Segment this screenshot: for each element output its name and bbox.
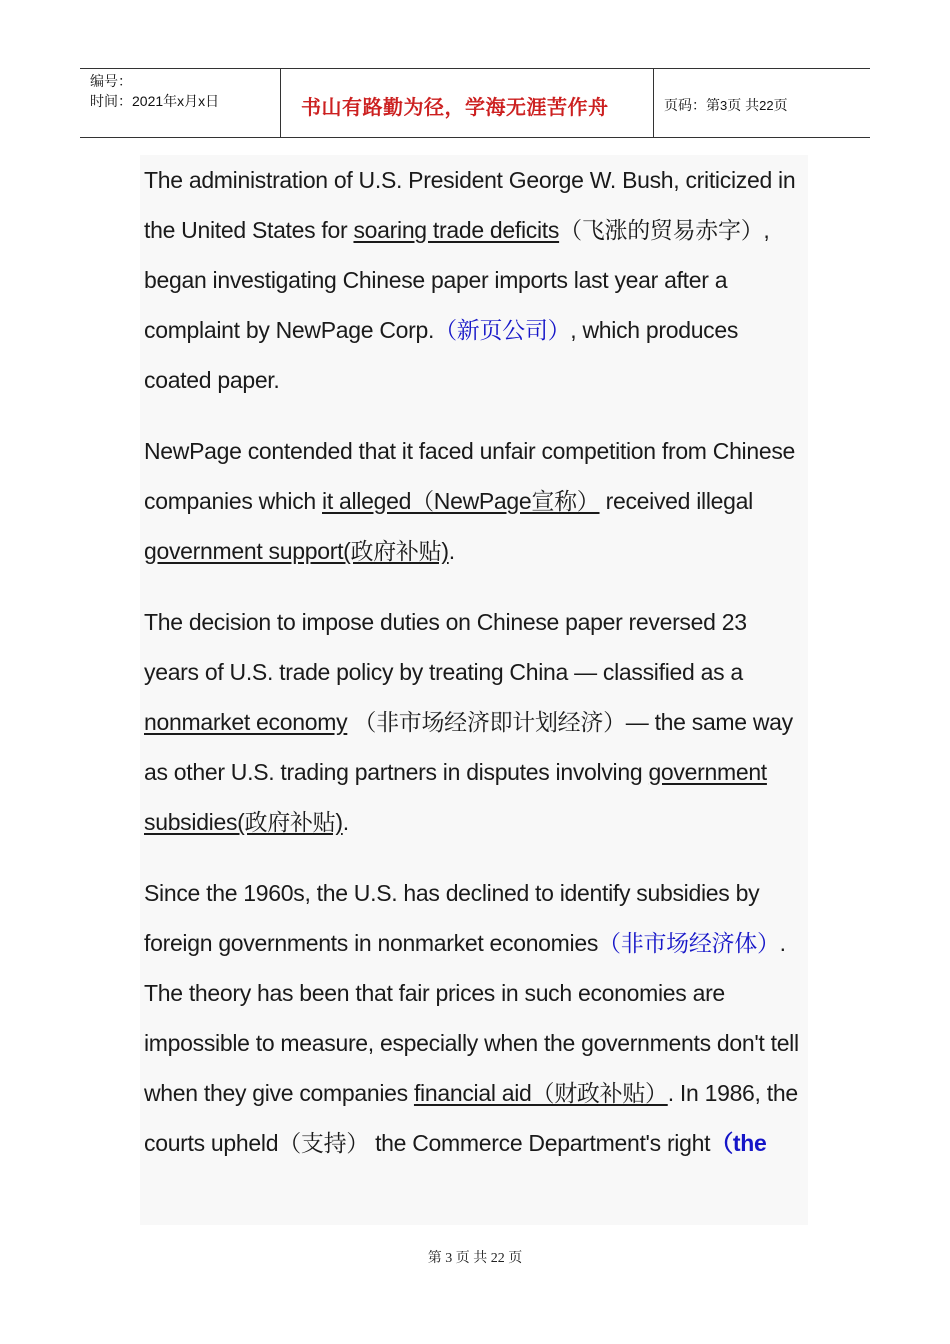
paragraph-4 bbox=[140, 868, 808, 1168]
page-mid: 页 共 bbox=[727, 97, 760, 113]
header-motto: 书山有路勤为径，学海无涯苦作舟 bbox=[301, 97, 609, 119]
document-body bbox=[140, 155, 808, 1225]
header-motto-cell bbox=[281, 69, 654, 137]
blue-annotation: （the bbox=[710, 1130, 767, 1156]
header-page-cell bbox=[654, 69, 870, 137]
page-footer: 第 3 页 共 22 页 bbox=[427, 1251, 523, 1266]
paragraph-3 bbox=[140, 597, 808, 847]
text-run: . In 1986, the courts upheld（支持） the Commerce Department's right bbox=[144, 1080, 798, 1156]
blue-annotation: （非市场经济体） bbox=[598, 930, 780, 956]
underlined-term: nonmarket economy bbox=[144, 709, 348, 735]
document-code-label: 编号： bbox=[90, 73, 132, 89]
document-date: 时间：2021年x月x日 bbox=[90, 93, 220, 109]
blue-annotation: （新页公司） bbox=[434, 317, 571, 343]
paragraph-1 bbox=[140, 155, 808, 405]
current-page: 3 bbox=[720, 98, 728, 113]
text-run: . The theory has been that fair prices in such economies are impossible to measure, especially when the governments don't tell when they give companies bbox=[144, 930, 799, 1106]
page-suffix: 页 bbox=[773, 97, 788, 113]
header-page-number bbox=[664, 95, 788, 115]
underlined-term: government subsidies(政府补贴) bbox=[144, 759, 767, 835]
underlined-term: financial aid（财政补贴） bbox=[413, 1080, 668, 1106]
paragraph-2 bbox=[140, 426, 808, 576]
page-header bbox=[80, 68, 870, 138]
underlined-term: soaring trade deficits bbox=[353, 217, 560, 243]
text-run: The administration of U.S. President George W. Bush, criticized in the United States for bbox=[144, 167, 796, 243]
text-run: . bbox=[342, 809, 349, 835]
underlined-term: government support(政府补贴) bbox=[144, 538, 449, 564]
page-prefix: 页码：第 bbox=[664, 97, 720, 113]
text-run: The decision to impose duties on Chinese paper reversed 23 years of U.S. trade policy by treating China — classified as a bbox=[144, 609, 747, 685]
text-run: NewPage contended that it faced unfair competition from Chinese companies which bbox=[144, 438, 796, 514]
total-pages: 22 bbox=[759, 98, 774, 113]
underlined-term: it alleged（NewPage宣称） bbox=[322, 488, 600, 514]
text-run: , which produces coated paper. bbox=[144, 317, 739, 393]
text-run: Since the 1960s, the U.S. has declined to identify subsidies by foreign governments in nonmarket economies bbox=[144, 880, 760, 956]
header-info-cell bbox=[80, 69, 281, 137]
text-run: （飞涨的贸易赤字）, began investigating Chinese paper imports last year after a complaint by NewPage Corp. bbox=[144, 217, 770, 343]
text-run: （非市场经济即计划经济）— the same way as other U.S. trading partners in disputes involving bbox=[144, 709, 793, 785]
text-run: received illegal bbox=[599, 488, 753, 514]
text-run: . bbox=[448, 538, 455, 564]
